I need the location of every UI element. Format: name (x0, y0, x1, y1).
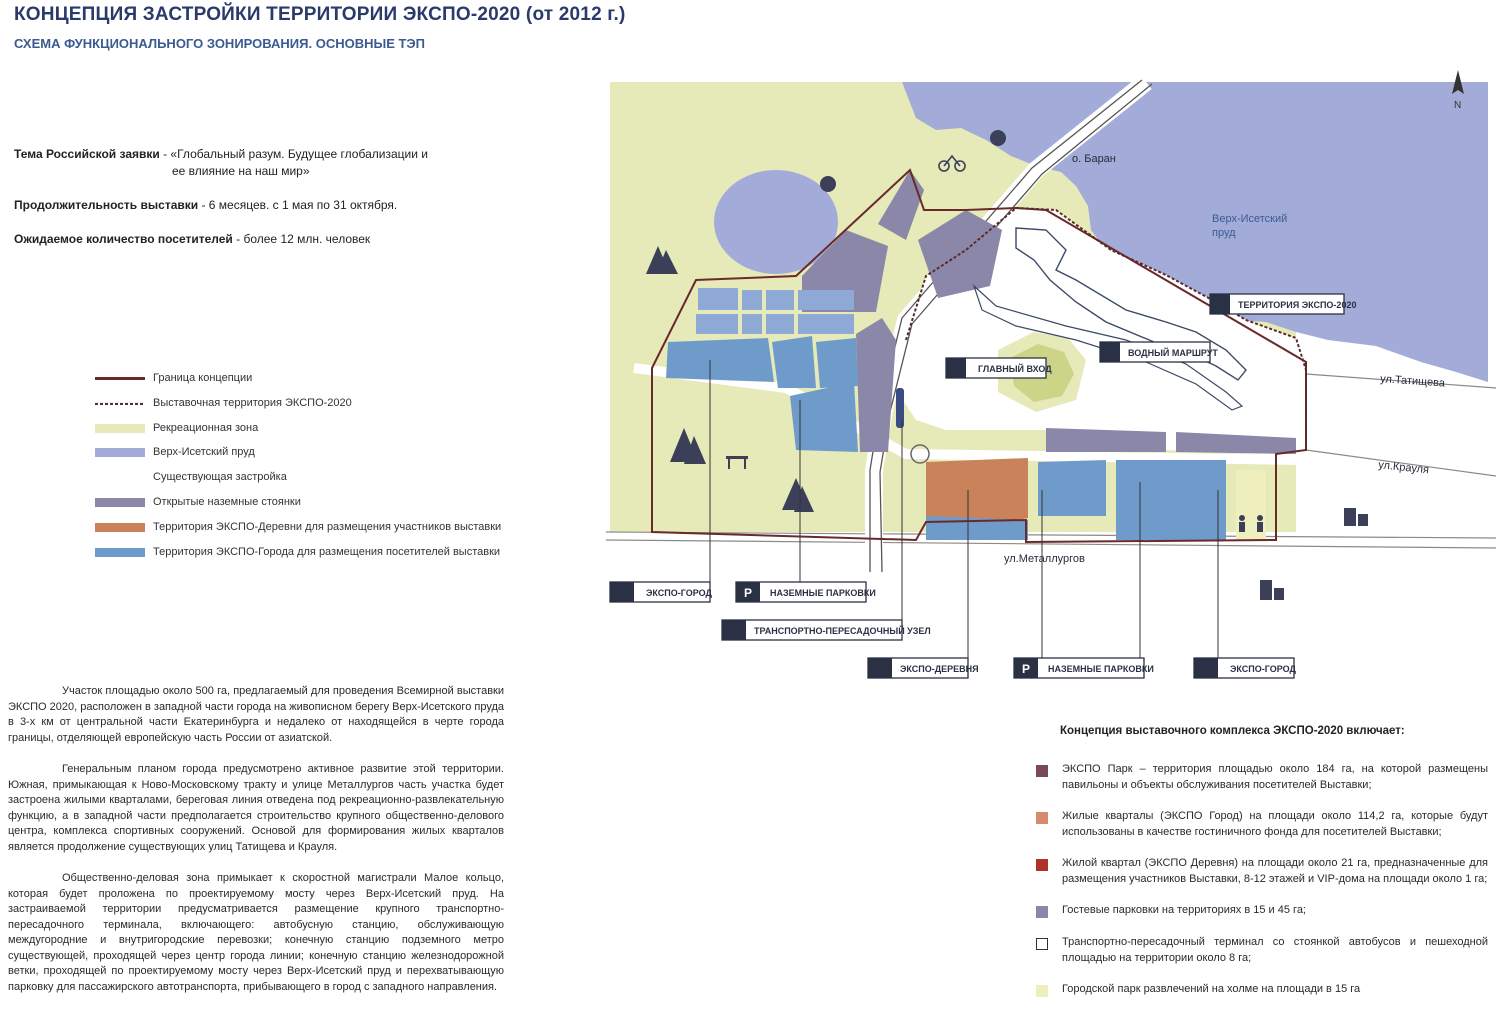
description-paragraph: Генеральным планом города предусмотрено активное развитие этой территории. Южная, примыкающая к Ново-Московскому тракту и улице Металлургов часть участка будет застроена жилыми кварталами, береговая линия отведена под рекреационно-развлекательную функцию, а в западной части предполагается строительство крупного общественно-делового центра, комплекса спортивных сооружений. Основой для формирования жилых кварталов является продолжение существующих улиц Татищева и Крауля. (8, 763, 504, 853)
legend-label: Рекреационная зона (153, 422, 259, 434)
callout-parking-2[interactable] (1014, 658, 1154, 678)
concept-text: Транспортно-пересадочный терминал со стоянкой автобусов и пешеходной площадью на территории около 8 га; (1062, 936, 1488, 964)
legend-swatch (95, 498, 145, 507)
fact-duration-label: Продолжительность выставки (14, 198, 199, 212)
fact-theme-value-cont: ее влияние на наш мир» (172, 164, 310, 178)
page-title: КОНЦЕПЦИЯ ЗАСТРОЙКИ ТЕРРИТОРИИ ЭКСПО-2020 (от 2012 г.) (14, 4, 626, 25)
concept-item-expo-park (1036, 762, 1488, 793)
legend-item-existing-buildings (95, 469, 287, 485)
street-label-kraulya: ул.Крауля (1377, 459, 1430, 477)
legend-item-expo-village (95, 519, 501, 535)
legend-swatch (95, 424, 145, 433)
legend-label: Открытые наземные стоянки (153, 496, 301, 508)
key-facts (14, 146, 494, 265)
concept-swatch (1036, 906, 1048, 918)
description-paragraph: Общественно-деловая зона примыкает к скоростной магистрали Малое кольцо, которая будет проложена по проектируемому мосту через Верх-Исетский пруд. На застраиваемой территории предусматривается размещение крупного транспортно-пересадочного терминала, включающего: автобусную станцию, обслуживающую междугородние и внутригородские перевозки; конечную станцию подземного метро существующей, проходящей через центр города линии; конечную станцию железнодорожной ветки, проходящей по проектируемому мосту через Верх-Исетский пруд и перехватывающую парковку для пассажирского автотранспорта, прибывающего в город с западного направления. (8, 872, 504, 993)
expo-city-south-1 (1038, 460, 1106, 516)
concept-swatch (1036, 938, 1048, 950)
concept-text: Городской парк развлечений на холме на площади в 15 га (1062, 983, 1361, 995)
fact-theme (14, 146, 494, 180)
lake-label-1: Верх-Исетский (1212, 213, 1288, 225)
callout-water-route[interactable] (1100, 342, 1218, 362)
concept-swatch (1036, 985, 1048, 997)
legend-item-border (95, 370, 252, 386)
legend-swatch (95, 448, 145, 457)
concept-swatch (1036, 765, 1048, 777)
callout-expo-city-1[interactable] (610, 582, 712, 602)
city-block (742, 290, 762, 310)
legend-swatch (95, 473, 145, 482)
tree-icon (820, 176, 836, 192)
legend-item-expo-territory (95, 395, 352, 411)
callout-main-entrance[interactable] (946, 358, 1052, 378)
concept-item-expo-village (1036, 856, 1488, 887)
legend-swatch (95, 402, 145, 405)
concept-text: Жилой квартал (ЭКСПО Деревня) на площади около 21 га, предназначенные для размещения участников Выставки, 8-12 этажей и VIP-дома на площади около 1 га; (1062, 857, 1488, 885)
tree-icon (990, 130, 1006, 146)
concept-text: Гостевые парковки на территориях в 15 и 45 га; (1062, 904, 1306, 916)
legend-label: Существующая застройка (153, 471, 287, 483)
legend-item-parking (95, 494, 301, 510)
legend-label: Территория ЭКСПО-Деревни для размещения участников выставки (153, 521, 502, 533)
concept-text: ЭКСПО Парк – территория площадью около 184 га, на которой размещены павильоны и объекты обслуживания посетителей Выставки; (1062, 763, 1488, 791)
zoning-map (606, 70, 1496, 690)
island-label: о. Баран (1072, 153, 1116, 165)
bus-terminal-marker (896, 388, 904, 428)
callout-label: ЭКСПО-ДЕРЕВНЯ (900, 664, 979, 674)
description-paragraph: Участок площадью около 500 га, предлагаемый для проведения Всемирной выставки ЭКСПО 2020, расположен в западной части города на живописном берегу Верх-Исетского пруда в 3-х км от центральной части Екатеринбурга и недалеко от находящейся в черте города границы, отделяющей европейскую часть России от азиатской. (8, 685, 504, 744)
expo-city-south-2 (1116, 460, 1226, 540)
concept-text: Жилые кварталы (ЭКСПО Город) на площади около 114,2 га, которые будут использованы в качестве гостиничного фонда для посетителей Выставки; (1062, 810, 1488, 838)
legend-label: Верх-Исетский пруд (153, 446, 255, 458)
callout-expo-village[interactable] (868, 658, 979, 678)
fact-duration-value: - 6 месяцев. с 1 мая по 31 октября. (198, 198, 398, 212)
callout-label: ТРАНСПОРТНО-ПЕРЕСАДОЧНЫЙ УЗЕЛ (754, 626, 931, 636)
legend-label: Граница концепции (153, 372, 253, 384)
expo-city-west-1 (666, 338, 774, 382)
legend-item-recreation (95, 420, 258, 436)
city-block (698, 288, 738, 310)
lake-label-2: пруд (1212, 227, 1236, 239)
legend-label: Выставочная территория ЭКСПО-2020 (153, 397, 352, 409)
expo-city-west-2 (772, 336, 816, 388)
street-label-metallurgov: ул.Металлургов (1004, 553, 1085, 565)
callout-transport-hub[interactable] (722, 620, 931, 640)
legend-swatch (95, 523, 145, 532)
city-block (798, 314, 854, 334)
callout-expo-territory[interactable] (1210, 294, 1356, 314)
north-label: N (1454, 100, 1462, 111)
city-block (798, 290, 854, 310)
concept-item-city-park (1036, 982, 1488, 998)
concept-swatch (1036, 812, 1048, 824)
legend-item-lake (95, 444, 255, 460)
city-block (766, 314, 794, 334)
callout-label: ВОДНЫЙ МАРШРУТ (1128, 348, 1218, 358)
concept-item-expo-city (1036, 809, 1488, 840)
legend-item-expo-city (95, 544, 500, 560)
callout-label: НАЗЕМНЫЕ ПАРКОВКИ (770, 588, 876, 598)
city-block (742, 314, 762, 334)
parking-icon: P (1022, 662, 1031, 676)
street-label-tatishcheva: ул.Татищева (1379, 373, 1446, 390)
callout-parking-1[interactable] (736, 582, 876, 602)
legend-swatch (95, 548, 145, 557)
legend-label: Территория ЭКСПО-Города для размещения посетителей выставки (153, 546, 501, 558)
callout-label: ЭКСПО-ГОРОД (646, 588, 712, 598)
fact-visitors-label: Ожидаемое количество посетителей (14, 232, 233, 246)
callout-expo-city-2[interactable] (1194, 658, 1296, 678)
fact-visitors (14, 231, 494, 248)
concept-item-parking (1036, 903, 1488, 919)
legend-swatch (95, 377, 145, 380)
callout-label: ЭКСПО-ГОРОД (1230, 664, 1296, 674)
expo-city-west-3 (816, 338, 858, 388)
callout-label: ТЕРРИТОРИЯ ЭКСПО-2020 (1238, 300, 1357, 310)
fact-theme-value: - «Глобальный разум. Будущее глобализации и (159, 147, 428, 161)
city-block (696, 314, 738, 334)
parking-south-1 (1046, 428, 1166, 452)
callout-label: ГЛАВНЫЙ ВХОД (978, 364, 1052, 374)
parking-icon: P (744, 586, 753, 600)
building-icon (1344, 508, 1368, 526)
expo-village (926, 458, 1028, 522)
page-subtitle: СХЕМА ФУНКЦИОНАЛЬНОГО ЗОНИРОВАНИЯ. ОСНОВНЫЕ ТЭП (14, 36, 426, 51)
concept-swatch (1036, 859, 1048, 871)
callout-label: НАЗЕМНЫЕ ПАРКОВКИ (1048, 664, 1154, 674)
fact-theme-label: Тема Российской заявки (14, 147, 160, 161)
description-text (8, 684, 504, 1011)
fact-duration (14, 197, 494, 214)
fact-visitors-value: - более 12 млн. человек (232, 232, 371, 246)
building-icon (1260, 580, 1284, 600)
concept-title: Концепция выставочного комплекса ЭКСПО-2020 включает: (1060, 725, 1405, 737)
city-block (766, 290, 794, 310)
concept-item-transport-terminal (1036, 935, 1488, 966)
